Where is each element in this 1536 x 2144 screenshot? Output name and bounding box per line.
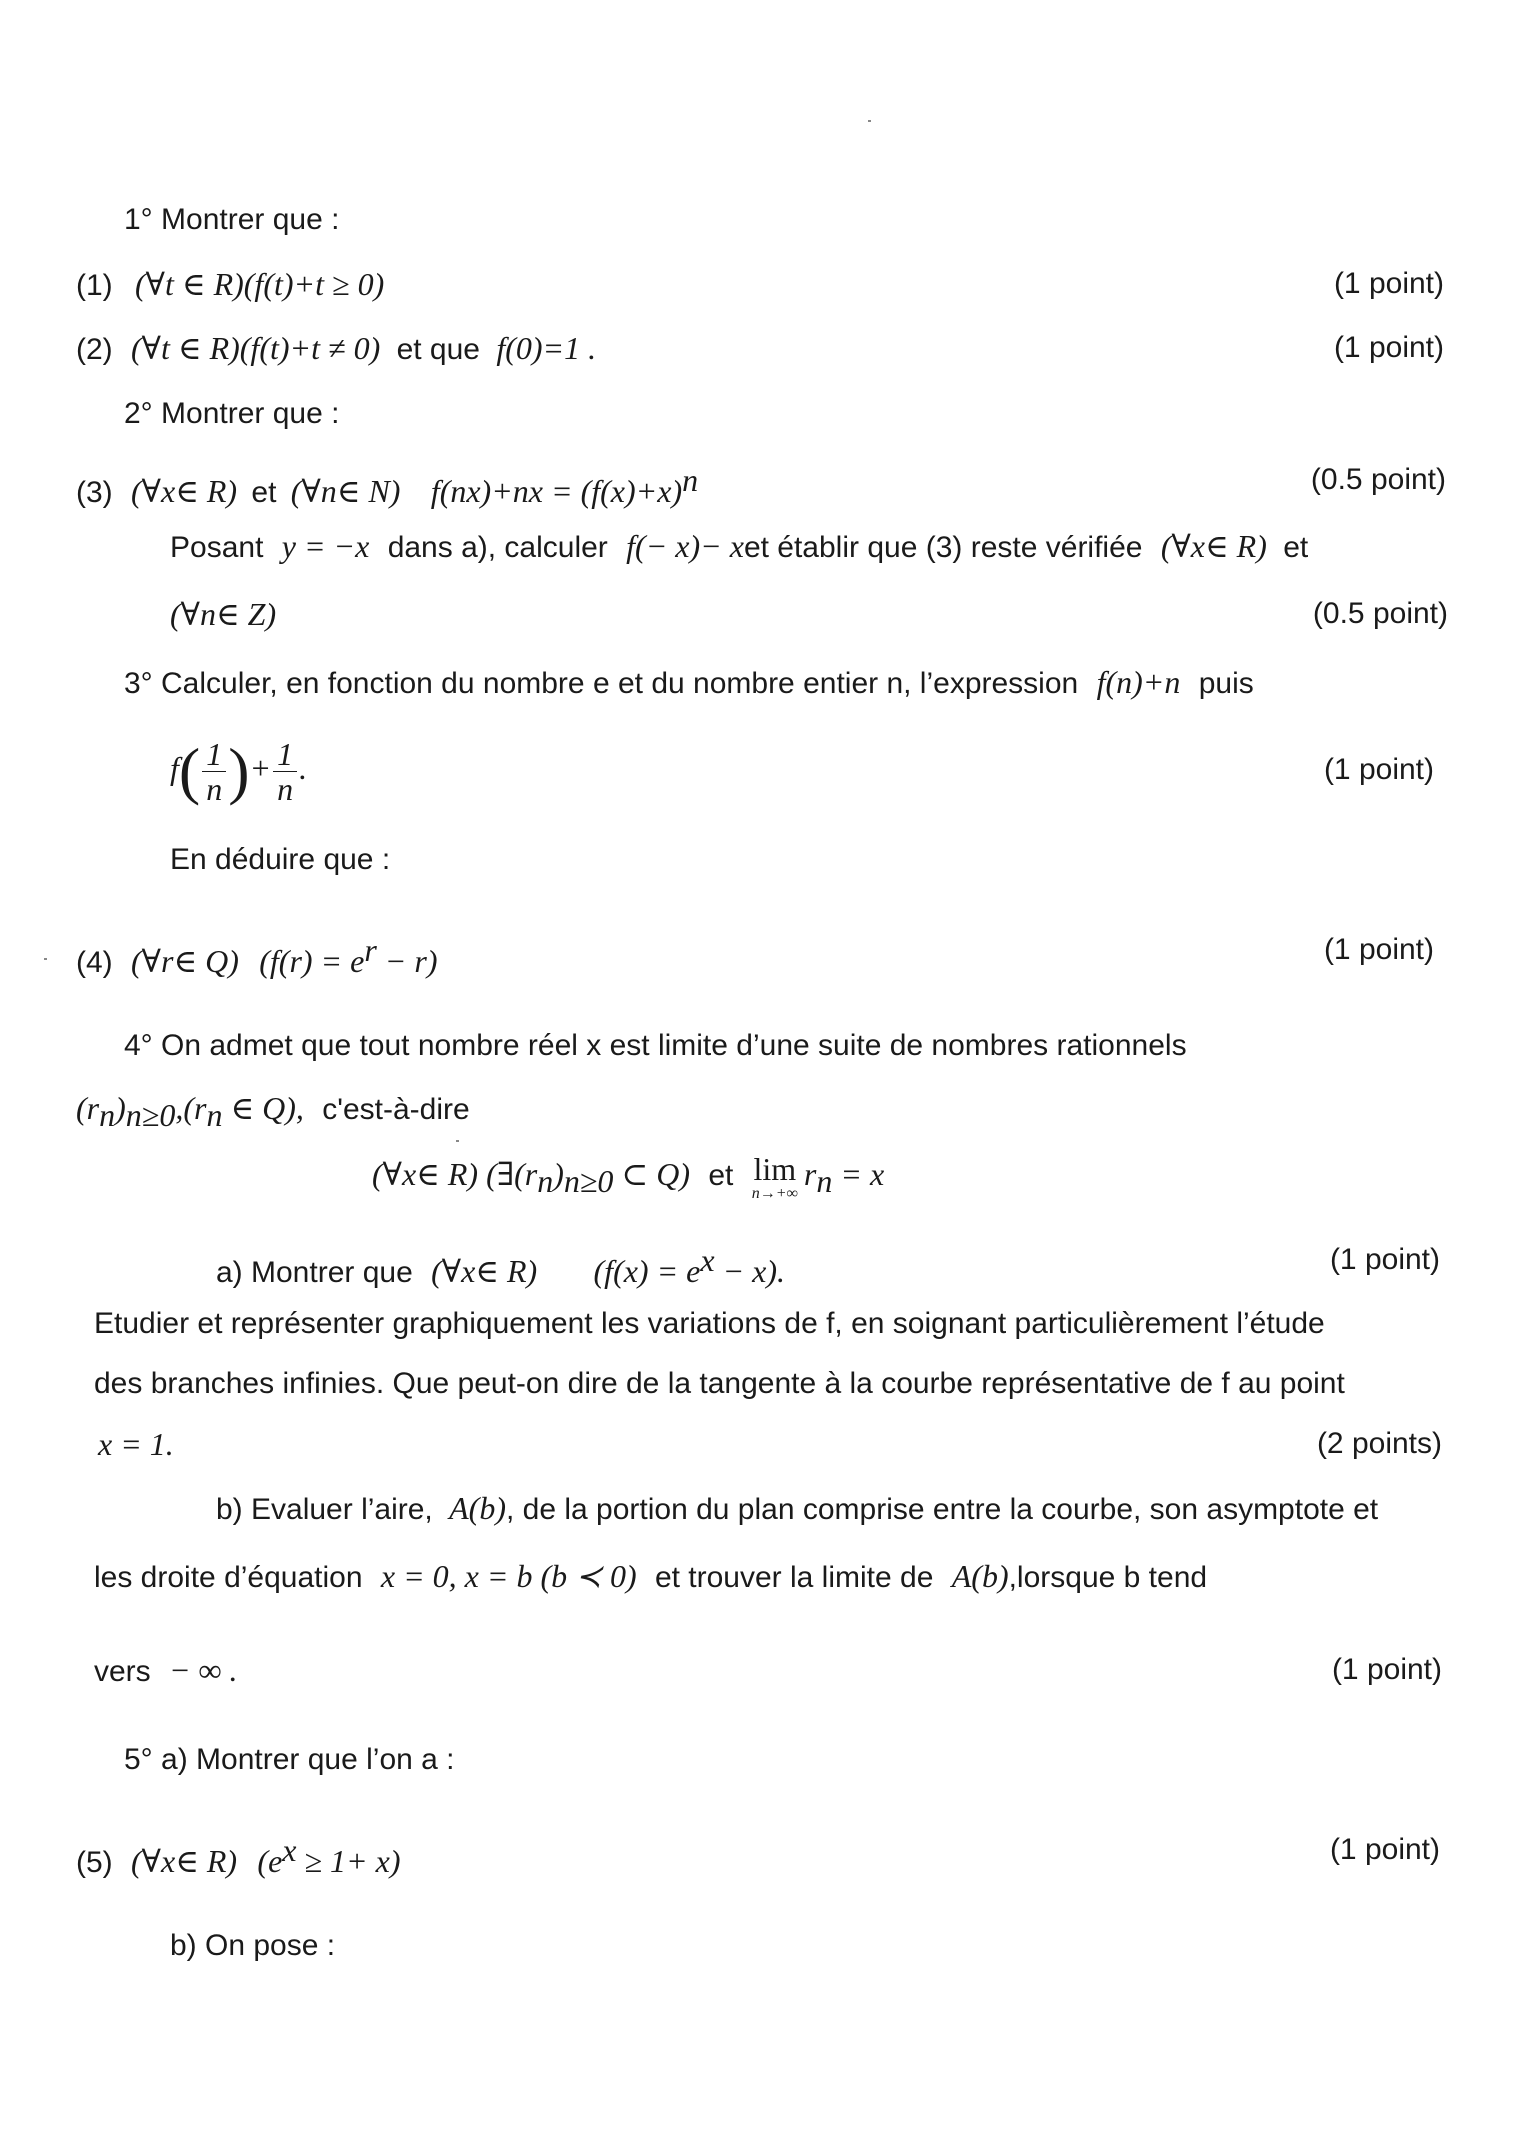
lim-eq: = x <box>832 1156 885 1192</box>
q3-puis: puis <box>1198 667 1254 700</box>
eq5-line <box>76 1828 401 1885</box>
eq1-math: (∀t ∈ R)(f(t)+t ≥ 0) <box>135 266 385 302</box>
q3-line <box>124 660 1254 706</box>
q1-heading: 1° Montrer que : <box>124 203 340 236</box>
q3-fraction-expr: f( $\frac{1}{n}$ )+ $\frac{1}{n}$ . <box>170 735 308 807</box>
q5b-heading: b) On pose : <box>170 1929 336 1962</box>
lim-under: n→+∞ <box>751 1185 798 1202</box>
eq1-label: (1) <box>76 269 113 302</box>
lim-r: r <box>803 1156 817 1192</box>
eq4-exp: r <box>364 932 377 968</box>
q2-heading: 2° Montrer que : <box>124 397 340 430</box>
eq3-points: (0.5 point) <box>1310 463 1446 496</box>
eq5-math-b: (e <box>257 1843 283 1879</box>
eq4-math-c: − r) <box>376 943 438 979</box>
q3-text: 3° Calculer, en fonction du nombre e et du nombre entier n, l’expression <box>124 667 1079 700</box>
center-sub2: n≥0 <box>563 1163 614 1199</box>
eq4-math-a: (∀r∈ Q) <box>131 943 239 979</box>
eq3-exp: n <box>682 462 699 498</box>
q4a-text: a) Montrer que <box>216 1256 413 1289</box>
seq-open: (r <box>76 1090 100 1126</box>
q4a-points: (1 point) <box>1329 1243 1440 1276</box>
posant-line2 <box>170 592 276 638</box>
q4a-math1: (∀x∈ R) <box>431 1253 538 1289</box>
q4-text: 4° On admet que tout nombre réel x est limite d’une suite de nombres rationnels <box>124 1029 1187 1062</box>
q4b-line1 <box>216 1486 1378 1532</box>
eq5-math-a: (∀x∈ R) <box>131 1843 238 1879</box>
eq2-line <box>76 326 596 372</box>
posant-line <box>170 524 1308 570</box>
center-c: ⊂ Q) <box>613 1156 690 1192</box>
q4b-line2 <box>94 1554 1207 1600</box>
eq4-math-b: (f(r) = e <box>259 943 365 979</box>
q4b2-t2: et trouver la limite de <box>654 1561 934 1594</box>
vers-points: (1 point) <box>1331 1653 1442 1686</box>
eq2-math: (∀t ∈ R)(f(t)+t ≠ 0) <box>131 330 381 366</box>
q4b2-m1: x = 0, x = b (b ≺ 0) <box>380 1558 637 1594</box>
eq4-label: (4) <box>76 946 113 979</box>
seq-rest2: ∈ Q), <box>222 1090 304 1126</box>
frac-den: n <box>206 770 223 807</box>
eq3-math-b: (∀n∈ N) <box>290 473 401 509</box>
scan-speck <box>456 1140 459 1142</box>
limit-expr <box>752 1152 798 1202</box>
seq-sub2: n≥0 <box>125 1097 176 1133</box>
posant-t1: Posant <box>170 531 264 564</box>
etudier-line2: des branches infinies. Que peut-on dire de la tangente à la courbe représentative de f au point <box>94 1367 1345 1400</box>
x1-points: (2 points) <box>1316 1427 1442 1460</box>
q4a-math3: − x). <box>714 1253 786 1289</box>
q4b2-m2: A(b) <box>951 1558 1009 1594</box>
frac-f: f <box>170 750 179 786</box>
seq-sub3: n <box>206 1097 223 1133</box>
fraction-1-over-n <box>202 737 226 806</box>
x1-math: x = 1. <box>98 1426 174 1462</box>
q4b2-t3: ,lorsque b tend <box>1008 1561 1208 1594</box>
seq-close: ) <box>115 1090 126 1126</box>
q4b-text2: , de la portion du plan comprise entre la courbe, son asymptote et <box>505 1493 1379 1526</box>
vers-text: vers <box>94 1655 151 1688</box>
eq3-math-a: (∀x∈ R) <box>131 473 238 509</box>
q4-seq-line <box>76 1086 470 1137</box>
lim-word: lim <box>753 1151 797 1187</box>
q4a-exp: x <box>700 1242 715 1278</box>
scan-speck <box>44 958 47 960</box>
lim-sub: n <box>816 1163 833 1199</box>
q4a-math2: (f(x) = e <box>593 1253 701 1289</box>
center-a: (∀x∈ R) (∃(r <box>372 1156 538 1192</box>
center-b: ) <box>553 1156 564 1192</box>
posant-m3: (∀x∈ R) <box>1160 528 1267 564</box>
cest-a-dire: c'est-à-dire <box>322 1093 470 1126</box>
posant-points: (0.5 point) <box>1312 597 1448 630</box>
posant-m2: f(− x)− x <box>626 528 744 564</box>
q3-points: (1 point) <box>1323 753 1434 786</box>
seq-sub: n <box>99 1097 116 1133</box>
frac2-den: n <box>277 770 294 807</box>
vers-line <box>94 1648 237 1694</box>
eq4-points: (1 point) <box>1323 933 1434 966</box>
eq2-math2: f(0)=1 . <box>496 330 597 366</box>
eq5-points: (1 point) <box>1329 1833 1440 1866</box>
frac-period: . <box>299 750 308 786</box>
posant-line2-math: (∀n∈ Z) <box>170 596 277 632</box>
fraction-1-over-n-2 <box>273 737 297 806</box>
vers-math: − ∞ . <box>169 1652 238 1688</box>
q4-center-formula <box>372 1152 884 1203</box>
posant-m1: y = −x <box>281 528 370 564</box>
eq1-line <box>76 262 384 308</box>
q4b2-t1: les droite d’équation <box>94 1561 363 1594</box>
frac-plus: + <box>249 750 272 786</box>
center-et: et <box>708 1159 734 1192</box>
etudier-line1: Etudier et représenter graphiquement les variations de f, en soignant particulièrement l’étude <box>94 1307 1325 1340</box>
eq2-mid: et que <box>396 333 480 366</box>
frac2-num: 1 <box>273 737 297 772</box>
q3-math: f(n)+n <box>1096 664 1181 700</box>
eq5-math-c: ≥ 1+ x) <box>296 1843 401 1879</box>
posant-t3: et établir que (3) reste vérifiée <box>743 531 1143 564</box>
scan-speck <box>868 120 871 122</box>
eq2-points: (1 point) <box>1333 331 1444 364</box>
eq2-label: (2) <box>76 333 113 366</box>
eq5-exp: x <box>282 1832 297 1868</box>
eq1-points: (1 point) <box>1333 267 1444 300</box>
q3-deduire: En déduire que : <box>170 843 391 876</box>
frac-num: 1 <box>202 737 226 772</box>
x-equals-1 <box>98 1422 174 1468</box>
eq4-line <box>76 928 438 985</box>
eq3-label: (3) <box>76 476 113 509</box>
q4b-text1: b) Evaluer l’aire, <box>216 1493 433 1526</box>
q4b-math1: A(b) <box>449 1490 506 1526</box>
q4a-line <box>216 1238 785 1295</box>
seq-rest: ,(r <box>175 1090 207 1126</box>
q5-heading: 5° a) Montrer que l’on a : <box>124 1743 455 1776</box>
eq3-line <box>76 458 698 515</box>
posant-t4: et <box>1283 531 1309 564</box>
center-sub: n <box>537 1163 554 1199</box>
eq3-et: et <box>251 476 277 509</box>
posant-t2: dans a), calculer <box>387 531 608 564</box>
eq5-label: (5) <box>76 1846 113 1879</box>
eq3-math-c: f(nx)+nx = (f(x)+x) <box>430 473 683 509</box>
